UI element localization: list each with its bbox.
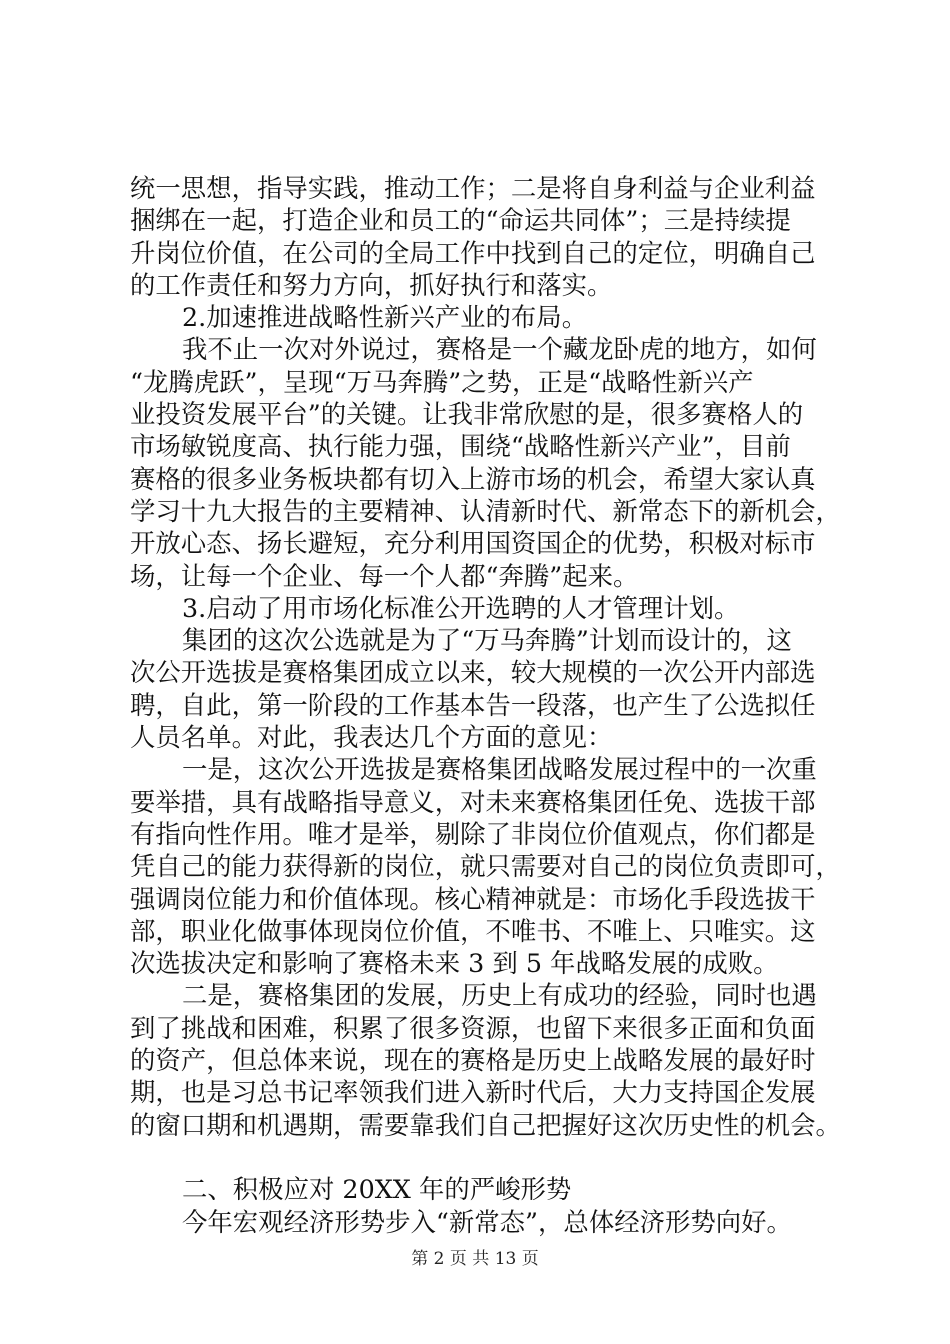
body-line: 二是，赛格集团的发展，历史上有成功的经验，同时也遇 xyxy=(182,980,817,1011)
body-line: 部，职业化做事体现岗位价值，不唯书、不唯上、只唯实。这 xyxy=(130,915,816,946)
body-line: 一是，这次公开选拔是赛格集团战略发展过程中的一次重 xyxy=(182,754,817,785)
body-line: 要举措，具有战略指导意义，对未来赛格集团任免、选拔干部 xyxy=(130,786,816,817)
body-line: 集团的这次公选就是为了“万马奔腾”计划而设计的，这 xyxy=(182,625,792,656)
body-line: 次公开选拔是赛格集团成立以来，较大规模的一次公开内部选 xyxy=(130,657,816,688)
body-line: 期，也是习总书记率领我们进入新时代后，大力支持国企发展 xyxy=(130,1077,816,1108)
page-footer: 第 2 页 共 13 页 xyxy=(411,1249,539,1269)
body-line: 我不止一次对外说过，赛格是一个藏龙卧虎的地方，如何 xyxy=(182,334,817,365)
body-line: 场，让每一个企业、每一个人都“奔腾”起来。 xyxy=(130,560,639,591)
body-line: 到了挑战和困难，积累了很多资源，也留下来很多正面和负面 xyxy=(130,1012,816,1043)
body-line: 学习十九大报告的主要精神、认清新时代、新常态下的新机会， xyxy=(130,495,841,526)
body-line: 市场敏锐度高、执行能力强，围绕“战略性新兴产业”，目前 xyxy=(130,431,791,462)
body-line: 的工作责任和努力方向，抓好执行和落实。 xyxy=(130,269,613,300)
body-line: 今年宏观经济形势步入“新常态”，总体经济形势向好。 xyxy=(182,1206,792,1237)
document-body xyxy=(130,172,841,1238)
subheading-3: 3.启动了用市场化标准公开选聘的人才管理计划。 xyxy=(182,592,740,623)
body-line: 次选拔决定和影响了赛格未来 3 到 5 年战略发展的成败。 xyxy=(130,948,779,979)
body-line: 捆绑在一起，打造企业和员工的“命运共同体”；三是持续提 xyxy=(130,205,791,236)
body-line: 人员名单。对此，我表达几个方面的意见： xyxy=(130,722,613,753)
body-line: 统一思想，指导实践，推动工作；二是将自身利益与企业利益 xyxy=(130,173,816,203)
body-line: 的窗口期和机遇期，需要靠我们自己把握好这次历史性的机会。 xyxy=(130,1109,841,1140)
body-line: 升岗位价值，在公司的全局工作中找到自己的定位，明确自己 xyxy=(130,237,816,268)
paragraph-spacer xyxy=(130,1141,830,1173)
body-line: 聘，自此，第一阶段的工作基本告一段落，也产生了公选拟任 xyxy=(130,689,816,720)
body-line: 强调岗位能力和价值体现。核心精神就是：市场化手段选拔干 xyxy=(130,883,816,914)
body-line: 赛格的很多业务板块都有切入上游市场的机会，希望大家认真 xyxy=(130,463,816,494)
body-line: “龙腾虎跃”，呈现“万马奔腾”之势，正是“战略性新兴产 xyxy=(130,366,754,397)
section-heading: 二、积极应对 20XX 年的严峻形势 xyxy=(182,1174,572,1205)
body-line: 的资产，但总体来说，现在的赛格是历史上战略发展的最好时 xyxy=(130,1045,816,1076)
body-line: 凭自己的能力获得新的岗位，就只需要对自己的岗位负责即可， xyxy=(130,851,841,882)
subheading-2: 2.加速推进战略性新兴产业的布局。 xyxy=(182,302,588,333)
body-line: 有指向性作用。唯才是举，剔除了非岗位价值观点，你们都是 xyxy=(130,818,816,849)
body-line: 开放心态、扬长避短，充分利用国资国企的优势，积极对标市 xyxy=(130,528,816,559)
body-line: 业投资发展平台”的关键。让我非常欣慰的是，很多赛格人的 xyxy=(130,399,804,430)
